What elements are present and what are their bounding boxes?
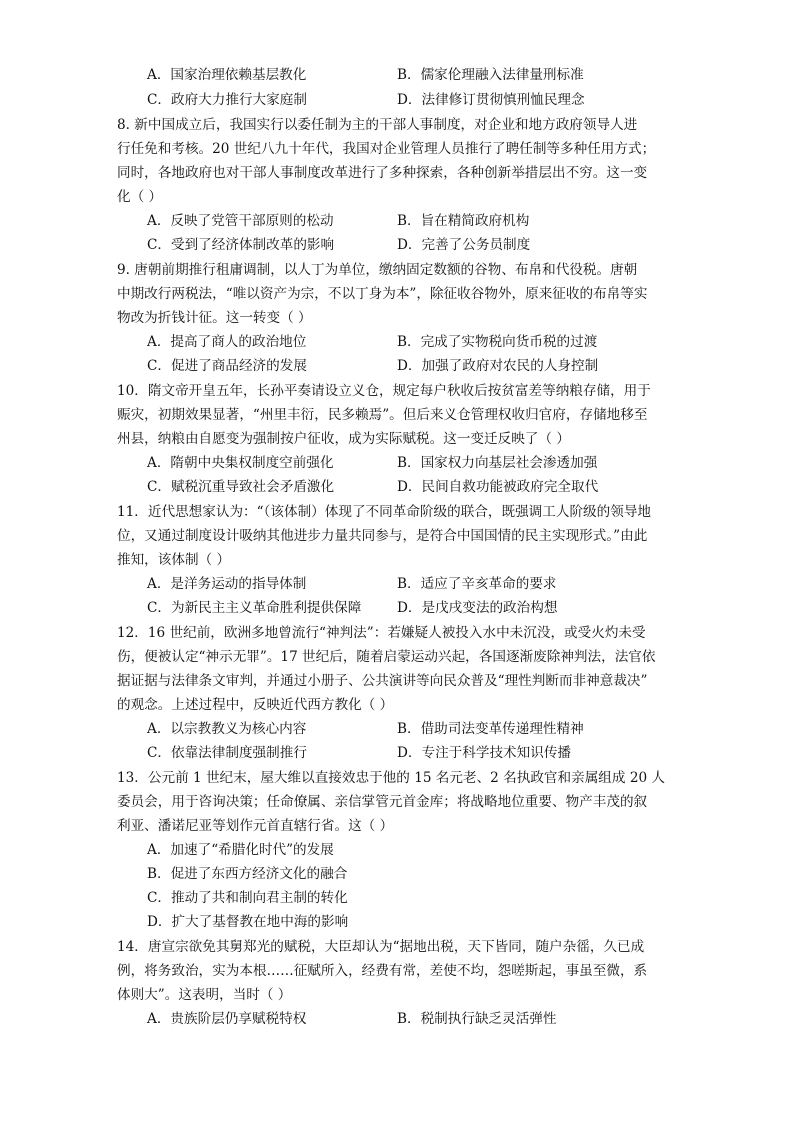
q7-option-d: D．法律修订贯彻慎刑恤民理念 bbox=[397, 92, 585, 108]
q11-stem-line: 推知，该体制（ ） bbox=[117, 552, 231, 568]
q9-option-c: C．促进了商品经济的发展 bbox=[147, 358, 307, 374]
q14-stem-line: 例，将务致治，实为本根……征赋所入，经费有常，差使不均，怨嗟斯起，事虽至微，系 bbox=[117, 963, 648, 979]
q10-stem-line: 赈灾，初期效果显著，“州里丰衍，民多赖焉”。但后来义仓管理权收归官府，存储地移至 bbox=[117, 407, 648, 423]
q13-stem-line: 委员会，用于咨询决策；任命僚属、亲信掌管元首金库；将战略地位重要、物产丰茂的叙 bbox=[117, 794, 648, 810]
q12-stem-line: 据证据与法律条文审判，并通过小册子、公共演讲等向民众普及“理性判断而非神意裁决” bbox=[117, 673, 648, 689]
q12-option-d: D．专注于科学技术知识传播 bbox=[397, 745, 572, 761]
q8-option-c: C．受到了经济体制改革的影响 bbox=[147, 237, 335, 253]
q8-stem-line: 化（ ） bbox=[117, 189, 163, 205]
q8-stem-line: 行任免和考核。20 世纪八九十年代，我国对企业管理人员推行了聘任制等多种任用方式； bbox=[117, 141, 656, 157]
q10-option-d: D．民间自救功能被政府完全取代 bbox=[397, 479, 599, 495]
q11-option-a: A．是洋务运动的指导体制 bbox=[147, 576, 307, 592]
q10-option-c: C．赋税沉重导致社会矛盾激化 bbox=[147, 479, 335, 495]
q13-stem-line: 利亚、潘诺尼亚等划作元首直辖行省。这（ ） bbox=[117, 818, 394, 834]
q11-option-b: B．适应了辛亥革命的要求 bbox=[397, 576, 557, 592]
q11-stem-line: 位，又通过制度设计吸纳其他进步力量共同参与，是符合中国国情的民主实现形式。”由此 bbox=[117, 528, 648, 544]
q9-option-b: B．完成了实物税向货币税的过渡 bbox=[397, 334, 598, 350]
q14-option-a: A．贵族阶层仍享赋税特权 bbox=[147, 1011, 307, 1027]
q13-option-d: D．扩大了基督教在地中海的影响 bbox=[147, 914, 349, 930]
q13-stem-line: 13．公元前 1 世纪末，屋大维以直接效忠于他的 15 名元老、2 名执政官和亲属组成 20 人 bbox=[117, 770, 666, 786]
q11-stem-line: 11．近代思想家认为：“（该体制）体现了不同革命阶级的联合，既强调工人阶级的领导地 bbox=[117, 504, 652, 520]
q11-option-c: C．为新民主主义革命胜利提供保障 bbox=[147, 600, 362, 616]
q8-option-b: B．旨在精简政府机构 bbox=[397, 213, 530, 229]
q12-option-a: A．以宗教教义为核心内容 bbox=[147, 721, 307, 737]
q12-stem-line: 的观念。上述过程中，反映近代西方教化（ ） bbox=[117, 697, 394, 713]
q12-stem-line: 伤，便被认定“神示无罪”。17 世纪后，随着启蒙运动兴起，各国逐渐废除神判法，法官依 bbox=[117, 649, 656, 665]
q9-stem-line: 中期改行两税法，“唯以资产为宗，不以丁身为本”，除征收谷物外，原来征收的布帛等实 bbox=[117, 286, 648, 302]
q13-option-b: B．促进了东西方经济文化的融合 bbox=[147, 866, 348, 882]
q9-option-d: D．加强了政府对农民的人身控制 bbox=[397, 358, 599, 374]
q13-option-c: C．推动了共和制向君主制的转化 bbox=[147, 890, 348, 906]
q12-option-b: B．借助司法变革传递理性精神 bbox=[397, 721, 584, 737]
q13-option-a: A．加速了“希腊化时代”的发展 bbox=[147, 842, 334, 858]
q10-option-a: A．隋朝中央集权制度空前强化 bbox=[147, 455, 334, 471]
q9-option-a: A．提高了商人的政治地位 bbox=[147, 334, 307, 350]
q9-stem-line: 物改为折钱计征。这一转变（ ） bbox=[117, 310, 312, 326]
q10-stem-line: 10．隋文帝开皇五年，长孙平奏请设立义仓，规定每户秋收后按贫富差等纳粮存储，用于 bbox=[117, 383, 651, 399]
q8-option-a: A．反映了党管干部原则的松动 bbox=[147, 213, 334, 229]
q14-option-b: B．税制执行缺乏灵活弹性 bbox=[397, 1011, 557, 1027]
q14-stem-line: 14．唐宣宗欲免其舅郑光的赋税，大臣却认为“据地出税，天下皆同，随户杂徭，久已成 bbox=[117, 939, 645, 955]
q10-stem-line: 州县，纳粮由自愿变为强制按户征收，成为实际赋税。这一变迁反映了（ ） bbox=[117, 431, 570, 447]
q7-option-c: C．政府大力推行大家庭制 bbox=[147, 92, 307, 108]
q8-stem-line: 同时，各地政府也对干部人事制度改革进行了多种探索，各种创新举措层出不穷。这一变 bbox=[117, 165, 648, 181]
q8-option-d: D．完善了公务员制度 bbox=[397, 237, 531, 253]
q14-stem-line: 体则大”。这表明，当时（ ） bbox=[117, 987, 292, 1003]
q12-stem-line: 12．16 世纪前，欧洲多地曾流行“神判法”：若嫌疑人被投入水中未沉没，或受火灼未受 bbox=[117, 625, 646, 641]
q11-option-d: D．是戊戌变法的政治构想 bbox=[397, 600, 558, 616]
q7-option-a: A．国家治理依赖基层教化 bbox=[147, 67, 307, 83]
q10-option-b: B．国家权力向基层社会渗透加强 bbox=[397, 455, 598, 471]
q8-stem-line: 8. 新中国成立后，我国实行以委任制为主的干部人事制度，对企业和地方政府领导人进 bbox=[117, 117, 638, 133]
q12-option-c: C．依靠法律制度强制推行 bbox=[147, 745, 307, 761]
q9-stem-line: 9. 唐朝前期推行租庸调制，以人丁为单位，缴纳固定数额的谷物、布帛和代役税。唐朝 bbox=[117, 262, 638, 278]
q7-option-b: B．儒家伦理融入法律量刑标准 bbox=[397, 67, 584, 83]
